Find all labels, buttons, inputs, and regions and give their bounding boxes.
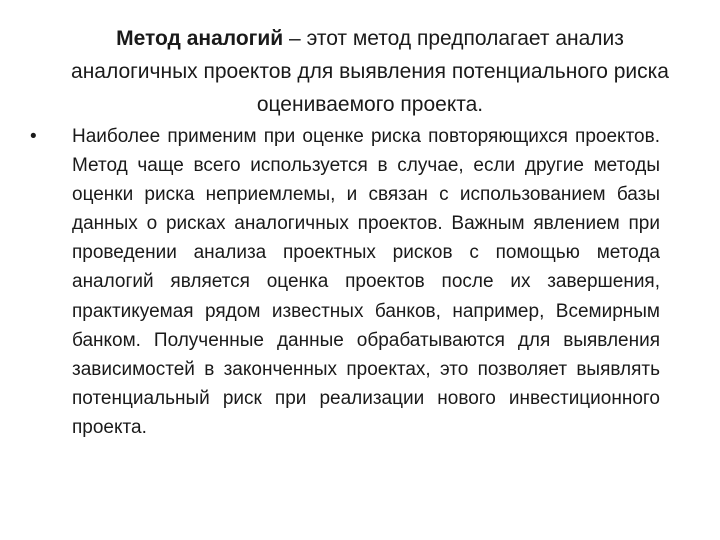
title-definition: – этот метод предполагает анализ аналогичных проектов для выявления потенциального риска оцениваемого проекта. [71, 27, 669, 116]
bullet-text: Наиболее применим при оценке риска повторяющихся проектов. Метод чаще всего используется в случае, если другие методы оценки риска неприемлемы, и связан с использованием базы данных о рисках аналогичных проектов. Важным явлением при проведении анализа проектных рисков с помощью метода аналогий является оценка проектов после их завершения, практикуемая рядом известных банков, например, Всемирным банком. Полученные данные обрабатываются для выявления зависимостей в законченных проектах, это позволяет выявлять потенциальный риск при реализации нового инвестиционного проекта. [72, 126, 660, 438]
title-term: Метод аналогий [116, 27, 284, 50]
bullet-item [30, 122, 660, 442]
slide-title [60, 22, 680, 121]
bullet-dot-icon: • [30, 126, 37, 147]
